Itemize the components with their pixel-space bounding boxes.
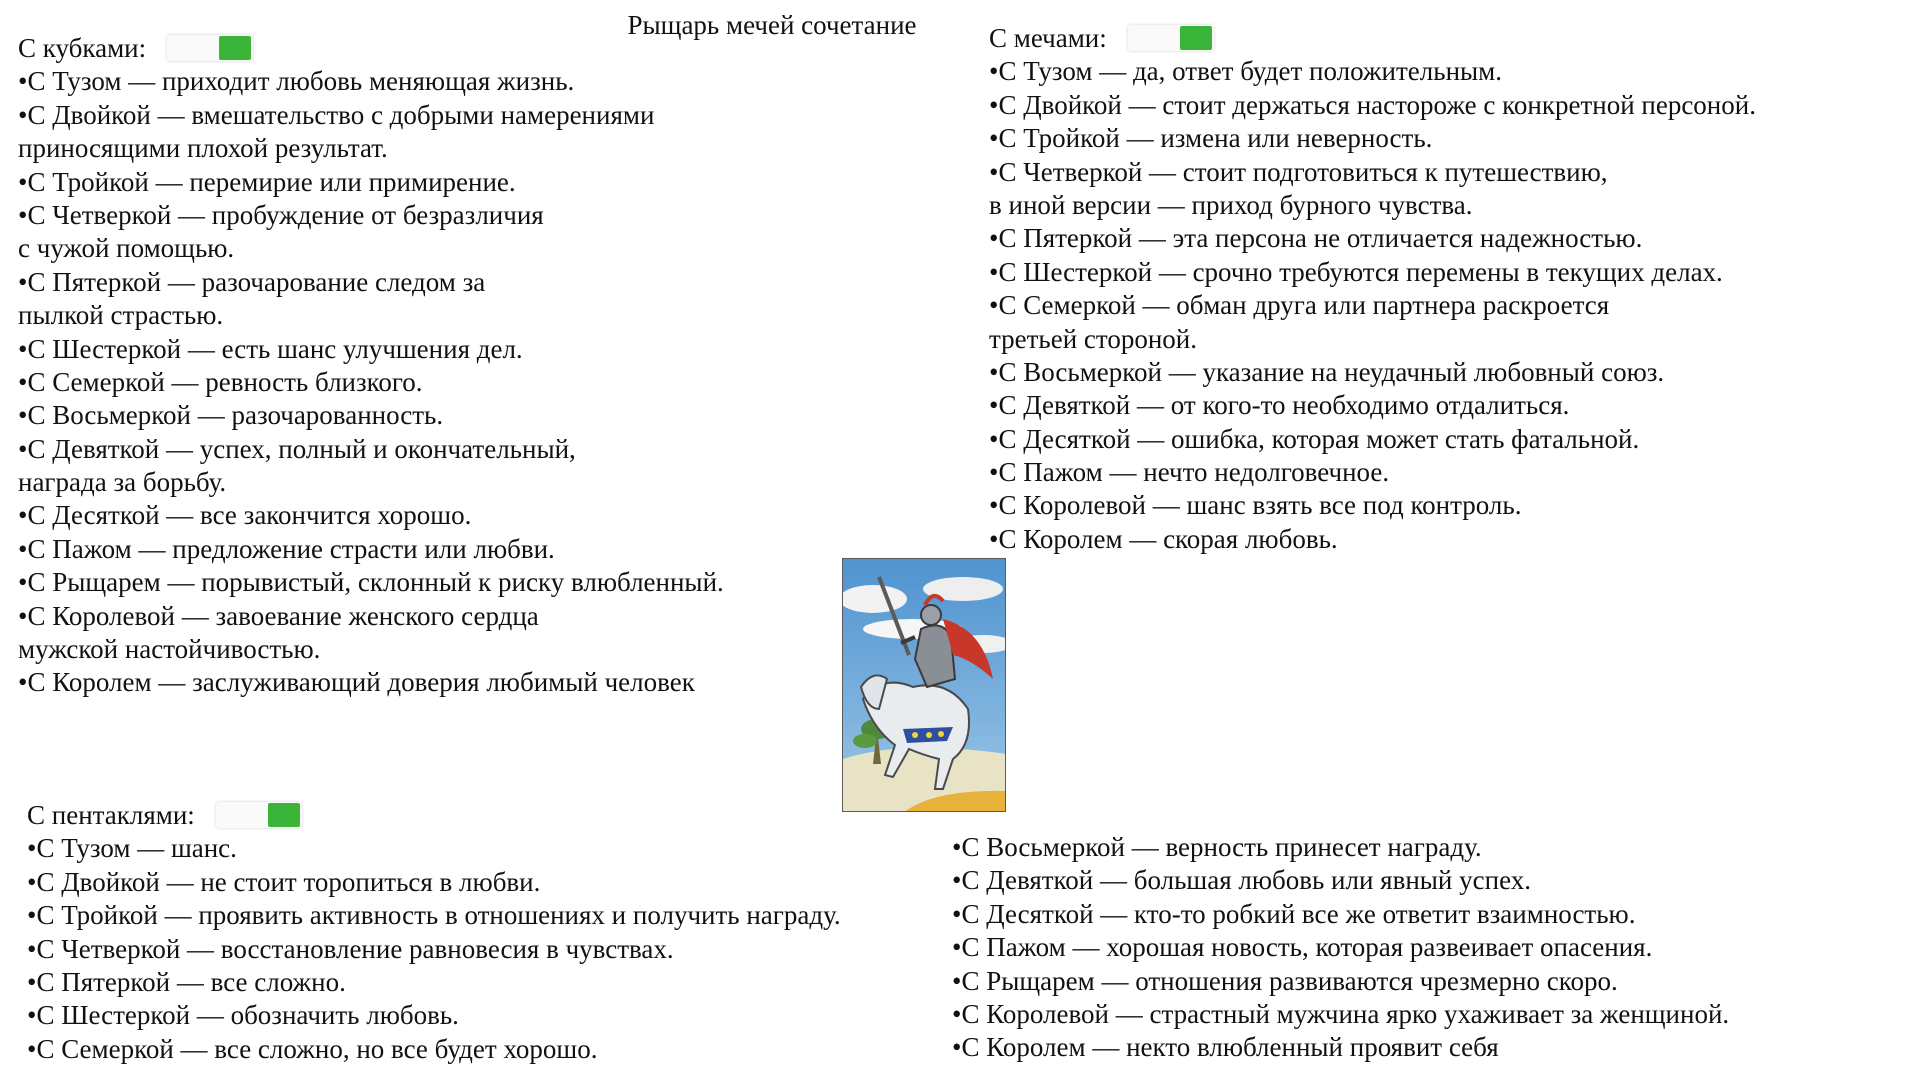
cups-line: приносящими плохой результат. bbox=[18, 133, 388, 164]
pentacles-line: •С Двойкой — не стоит торопиться в любви. bbox=[27, 866, 541, 897]
pentacles-line: •С Рыщарем — отношения развиваются чрезмерно скоро. bbox=[952, 965, 1618, 996]
cups-line: •С Пажом — предложение страсти или любви. bbox=[18, 533, 555, 564]
cups-line: •С Тройкой — перемирие или примирение. bbox=[18, 166, 516, 197]
swords-line: •С Двойкой — стоит держаться настороже с конкретной персоной. bbox=[989, 89, 1756, 120]
swords-line: третьей стороной. bbox=[989, 323, 1197, 354]
cups-line: •С Семеркой — ревность близкого. bbox=[18, 366, 423, 397]
swords-line: •С Королевой — шанс взять все под контроль. bbox=[989, 490, 1522, 521]
pentacles-line: •С Королевой — страстный мужчина ярко ухаживает за женщиной. bbox=[952, 998, 1730, 1029]
swords-heading-row bbox=[989, 22, 1756, 55]
pentacles-heading-row bbox=[27, 799, 841, 832]
cups-line: с чужой помощью. bbox=[18, 233, 235, 264]
cups-line: •С Девяткой — успех, полный и окончательный, bbox=[18, 433, 576, 464]
swords-line: в иной версии — приход бурного чувства. bbox=[989, 189, 1473, 220]
toggle-knob bbox=[1180, 26, 1212, 50]
cups-section bbox=[18, 32, 724, 700]
pentacles-line: •С Тройкой — проявить активность в отношениях и получить награду. bbox=[27, 900, 841, 931]
swords-line: •С Королем — скорая любовь. bbox=[989, 523, 1338, 554]
swords-heading: С мечами: bbox=[989, 23, 1107, 53]
knight-of-swords-card-icon bbox=[842, 558, 1006, 812]
cups-line: •С Пятеркой — разочарование следом за bbox=[18, 266, 486, 297]
swords-line: •С Тузом — да, ответ будет положительным. bbox=[989, 56, 1502, 87]
swords-line: •С Восьмеркой — указание на неудачный любовный союз. bbox=[989, 356, 1665, 387]
pentacles-line: •С Тузом — шанс. bbox=[27, 833, 237, 864]
page-title: Рыщарь мечей сочетание bbox=[627, 10, 917, 40]
cups-line: •С Королем — заслуживающий доверия любимый человек bbox=[18, 667, 695, 698]
cups-heading-row bbox=[18, 32, 724, 65]
pentacles-section-continued bbox=[952, 831, 1729, 1065]
pentacles-line: •С Пятеркой — все сложно. bbox=[27, 966, 346, 997]
pentacles-heading: С пентаклями: bbox=[27, 800, 195, 830]
pentacles-line: •С Девяткой — большая любовь или явный успех. bbox=[952, 865, 1531, 896]
pentacles-line: •С Восьмеркой — верность принесет награду. bbox=[952, 832, 1482, 862]
cups-line: •С Двойкой — вмешательство с добрыми намерениями bbox=[18, 99, 655, 130]
swords-line: •С Четверкой — стоит подготовиться к путешествию, bbox=[989, 156, 1608, 187]
swords-line: •С Тройкой — измена или неверность. bbox=[989, 123, 1433, 154]
swords-section bbox=[989, 22, 1756, 556]
pentacles-toggle[interactable] bbox=[216, 802, 302, 828]
pentacles-line: •С Шестеркой — обозначить любовь. bbox=[27, 1000, 459, 1031]
cups-toggle[interactable] bbox=[167, 35, 253, 61]
pentacles-line: •С Семеркой — все сложно, но все будет хорошо. bbox=[27, 1033, 598, 1064]
pentacles-line: •С Десяткой — кто-то робкий все же ответит взаимностью. bbox=[952, 898, 1636, 929]
swords-line: •С Десяткой — ошибка, которая может стать фатальной. bbox=[989, 423, 1640, 454]
pentacles-line: •С Пажом — хорошая новость, которая развеивает опасения. bbox=[952, 932, 1653, 963]
swords-line: •С Пятеркой — эта персона не отличается надежностью. bbox=[989, 223, 1643, 254]
swords-line: •С Шестеркой — срочно требуются перемены в текущих делах. bbox=[989, 256, 1723, 287]
pentacles-line: •С Королем — некто влюбленный проявит себя bbox=[952, 1032, 1499, 1063]
toggle-knob bbox=[219, 36, 251, 60]
cups-line: •С Десяткой — все закончится хорошо. bbox=[18, 500, 472, 531]
swords-toggle[interactable] bbox=[1128, 25, 1214, 51]
cups-line: •С Шестеркой — есть шанс улучшения дел. bbox=[18, 333, 523, 364]
toggle-knob bbox=[268, 803, 300, 827]
cups-line: мужской настойчивостью. bbox=[18, 634, 321, 665]
cups-line: •С Рыщарем — порывистый, склонный к риску влюбленный. bbox=[18, 567, 724, 598]
cups-line: •С Тузом — приходит любовь меняющая жизнь. bbox=[18, 66, 575, 97]
cups-line: •С Четверкой — пробуждение от безразличия bbox=[18, 199, 544, 230]
cups-heading: С кубками: bbox=[18, 33, 147, 63]
cups-line: пылкой страстью. bbox=[18, 300, 224, 331]
cups-line: •С Королевой — завоевание женского сердца bbox=[18, 600, 539, 631]
swords-line: •С Семеркой — обман друга или партнера раскроется bbox=[989, 290, 1610, 321]
cups-line: •С Восьмеркой — разочарованность. bbox=[18, 400, 444, 431]
cups-line: награда за борьбу. bbox=[18, 467, 227, 498]
pentacles-line: •С Четверкой — восстановление равновесия в чувствах. bbox=[27, 933, 674, 964]
swords-line: •С Девяткой — от кого-то необходимо отдалиться. bbox=[989, 390, 1570, 421]
pentacles-section bbox=[27, 799, 841, 1066]
swords-line: •С Пажом — нечто недолговечное. bbox=[989, 457, 1390, 488]
